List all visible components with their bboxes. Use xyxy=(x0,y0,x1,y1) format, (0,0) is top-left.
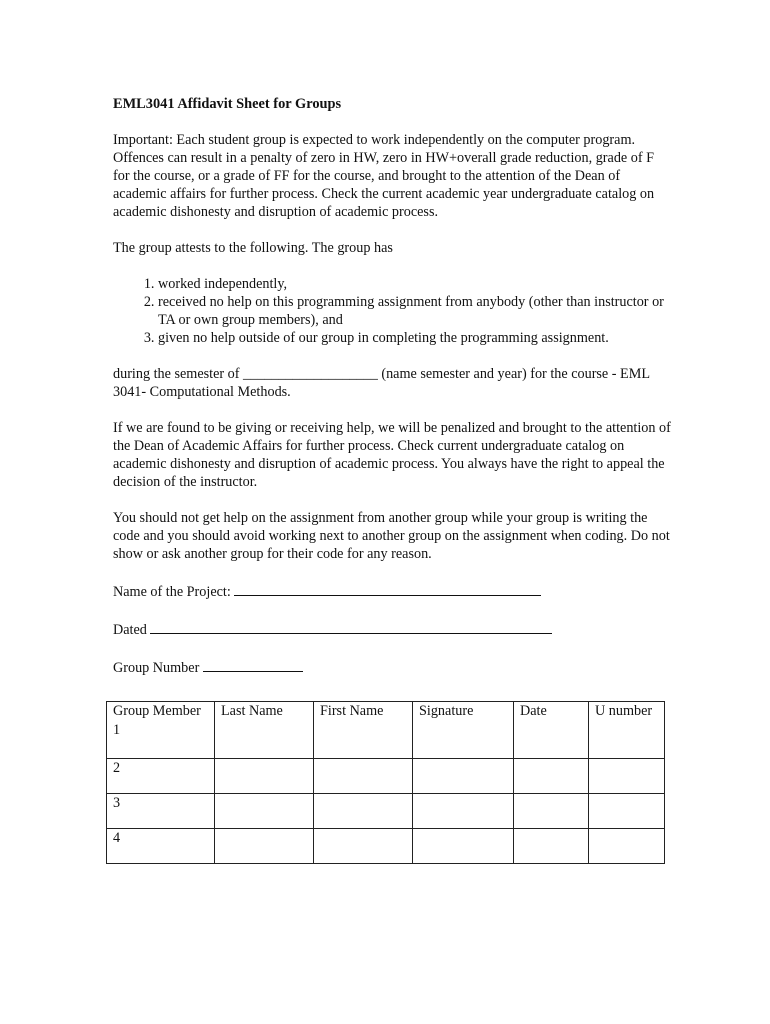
signature-cell[interactable] xyxy=(413,758,514,793)
group-number-blank[interactable] xyxy=(203,657,303,672)
project-name-blank[interactable] xyxy=(234,581,541,596)
group-number-field[interactable] xyxy=(113,657,673,677)
dated-blank[interactable] xyxy=(150,619,552,634)
header-signature: Signature xyxy=(413,702,514,722)
attest-list xyxy=(113,275,673,347)
first-name-cell[interactable] xyxy=(314,793,413,828)
attest-lead: The group attests to the following. The group has xyxy=(113,240,393,256)
date-cell[interactable] xyxy=(514,828,589,863)
last-name-cell[interactable] xyxy=(215,721,314,758)
signature-cell[interactable] xyxy=(413,793,514,828)
first-name-cell[interactable] xyxy=(314,758,413,793)
advice-paragraph: You should not get help on the assignment from another group while your group is writing the code and you should avoid working next to another group on the assignment when coding. Do not show or ask another group for their code for any reason. xyxy=(113,510,670,562)
date-cell[interactable] xyxy=(514,793,589,828)
penalty-paragraph: If we are found to be giving or receiving help, we will be penalized and brought to the attention of the Dean of Academic Affairs for further process. Check current undergraduate catalog on academic dishonesty and disruption of academic process. You always have the right to appeal the decision of the instructor. xyxy=(113,420,671,490)
header-group-member: Group Member xyxy=(107,702,215,722)
header-last-name: Last Name xyxy=(215,702,314,722)
signature-cell[interactable] xyxy=(413,828,514,863)
date-cell[interactable] xyxy=(514,758,589,793)
attest-item: 1. worked independently, xyxy=(158,275,673,293)
header-first-name: First Name xyxy=(314,702,413,722)
first-name-cell[interactable] xyxy=(314,721,413,758)
date-cell[interactable] xyxy=(514,721,589,758)
affidavit-document xyxy=(113,95,673,695)
project-name-field[interactable] xyxy=(113,581,673,601)
semester-line: during the semester of ___________________ (name semester and year) for the course - EML 3041- Computational Methods. xyxy=(113,366,650,400)
u-number-cell[interactable] xyxy=(589,828,665,863)
table-row xyxy=(107,721,665,758)
last-name-cell[interactable] xyxy=(215,828,314,863)
row-number: 4 xyxy=(107,828,215,863)
header-date: Date xyxy=(514,702,589,722)
dated-field[interactable] xyxy=(113,619,673,639)
group-number-label: Group Number xyxy=(113,660,200,676)
row-number: 3 xyxy=(107,793,215,828)
u-number-cell[interactable] xyxy=(589,721,665,758)
table-header-row xyxy=(107,702,665,722)
table-row xyxy=(107,793,665,828)
table-row xyxy=(107,828,665,863)
row-number: 2 xyxy=(107,758,215,793)
first-name-cell[interactable] xyxy=(314,828,413,863)
dated-label: Dated xyxy=(113,622,147,638)
u-number-cell[interactable] xyxy=(589,793,665,828)
last-name-cell[interactable] xyxy=(215,758,314,793)
intro-paragraph: Important: Each student group is expected to work independently on the computer program. Offences can result in a penalty of zero in HW, zero in HW+overall grade reduction, grade of F for the course, or a grade of FF for the course, and brought to the attention of the Dean of academic affairs for further process. Check the current academic year undergraduate catalog on academic dishonesty and disruption of academic process. xyxy=(113,132,655,220)
attest-item: 3. given no help outside of our group in completing the programming assignment. xyxy=(158,329,673,347)
u-number-cell[interactable] xyxy=(589,758,665,793)
header-u-number: U number xyxy=(589,702,665,722)
last-name-cell[interactable] xyxy=(215,793,314,828)
signature-cell[interactable] xyxy=(413,721,514,758)
attest-item: 2. received no help on this programming assignment from anybody (other than instructor or TA or own group members), and xyxy=(158,293,673,329)
group-members-table xyxy=(106,701,665,864)
project-name-label: Name of the Project: xyxy=(113,584,231,600)
document-title: EML3041 Affidavit Sheet for Groups xyxy=(113,96,342,112)
row-number: 1 xyxy=(107,721,215,758)
table-row xyxy=(107,758,665,793)
